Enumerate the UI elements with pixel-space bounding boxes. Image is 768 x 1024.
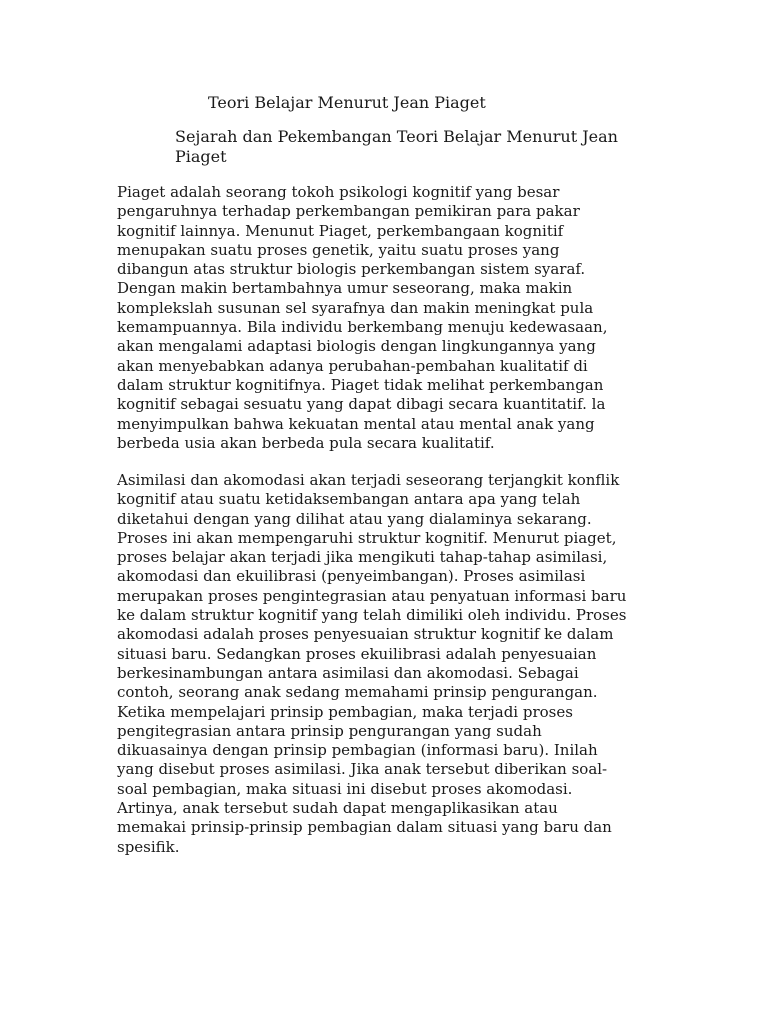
paragraph-line: ke dalam struktur kognitif yang telah dimiliki oleh individu. Proses xyxy=(117,606,627,625)
paragraph-1 xyxy=(117,183,657,453)
paragraph-line: akomodasi adalah proses penyesuaian struktur kognitif ke dalam xyxy=(117,625,614,644)
paragraph-line: contoh, seorang anak sedang memahami prinsip pengurangan. xyxy=(117,683,598,702)
paragraph-line: yang disebut proses asimilasi. Jika anak tersebut diberikan soal- xyxy=(117,760,608,779)
paragraph-line: Dengan makin bertambahnya umur seseorang, maka makin xyxy=(117,279,573,298)
paragraph-line: kognitif lainnya. Menunut Piaget, perkembangaan kognitif xyxy=(117,221,564,240)
paragraph-line: dibangun atas struktur biologis perkembangan sistem syaraf. xyxy=(117,260,586,279)
paragraph-line: Asimilasi dan akomodasi akan terjadi seseorang terjangkit konflik xyxy=(117,471,620,489)
paragraph-line: akan mengalami adaptasi biologis dengan lingkungannya yang xyxy=(117,337,596,356)
paragraph-line: menupakan suatu proses genetik, yaitu suatu proses yang xyxy=(117,240,560,259)
paragraph-line: akan menyebabkan adanya perubahan-pembahan kualitatif di xyxy=(117,356,588,375)
paragraph-line: pengaruhnya terhadap perkembangan pemikiran para pakar xyxy=(117,202,580,221)
paragraph-line: berbeda usia akan berbeda pula secara kualitatif. xyxy=(117,433,495,452)
paragraph-line: situasi baru. Sedangkan proses ekuilibrasi adalah penyesuaian xyxy=(117,644,597,663)
paragraph-line: memakai prinsip-prinsip pembagian dalam situasi yang baru dan xyxy=(117,818,612,837)
paragraph-line: soal pembagian, maka situasi ini disebut proses akomodasi. xyxy=(117,779,573,798)
document-title: Teori Belajar Menurut Jean Piaget xyxy=(208,93,486,112)
paragraph-line: berkesinambungan antara asimilasi dan akomodasi. Sebagai xyxy=(117,663,579,682)
paragraph-line: Piaget adalah seorang tokoh psikologi kognitif yang besar xyxy=(117,183,560,201)
paragraph-line: komplekslah susunan sel syarafnya dan makin meningkat pula xyxy=(117,298,594,317)
paragraph-line: proses belajar akan terjadi jika mengikuti tahap-tahap asimilasi, xyxy=(117,548,608,567)
paragraph-line: kognitif sebagai sesuatu yang dapat dibagi secara kuantitatif. la xyxy=(117,395,606,414)
paragraph-line: Artinya, anak tersebut sudah dapat mengaplikasikan atau xyxy=(117,799,558,818)
paragraph-line: akomodasi dan ekuilibrasi (penyeimbangan). Proses asimilasi xyxy=(117,567,586,586)
paragraph-line: merupakan proses pengintegrasian atau penyatuan informasi baru xyxy=(117,586,627,605)
paragraph-line: kognitif atau suatu ketidaksembangan antara apa yang telah xyxy=(117,490,581,509)
paragraph-line: diketahui dengan yang dilihat atau yang dialaminya sekarang. xyxy=(117,509,592,528)
paragraph-line: kemampuannya. Bila individu berkembang menuju kedewasaan, xyxy=(117,318,608,337)
paragraph-line: dikuasainya dengan prinsip pembagian (informasi baru). Inilah xyxy=(117,741,598,760)
paragraph-line: spesifik. xyxy=(117,837,180,856)
paragraph-2 xyxy=(117,471,657,857)
section-heading: Sejarah dan Pekembangan Teori Belajar Menurut Jean Piaget xyxy=(175,127,618,166)
paragraph-line: dalam struktur kognitifnya. Piaget tidak melihat perkembangan xyxy=(117,375,604,394)
paragraph-line: Ketika mempelajari prinsip pembagian, maka terjadi proses xyxy=(117,702,573,721)
paragraph-line: pengitegrasian antara prinsip pengurangan yang sudah xyxy=(117,721,542,740)
paragraph-line: menyimpulkan bahwa kekuatan mental atau mental anak yang xyxy=(117,414,595,433)
paragraph-line: Proses ini akan mempengaruhi struktur kognitif. Menurut piaget, xyxy=(117,528,617,547)
